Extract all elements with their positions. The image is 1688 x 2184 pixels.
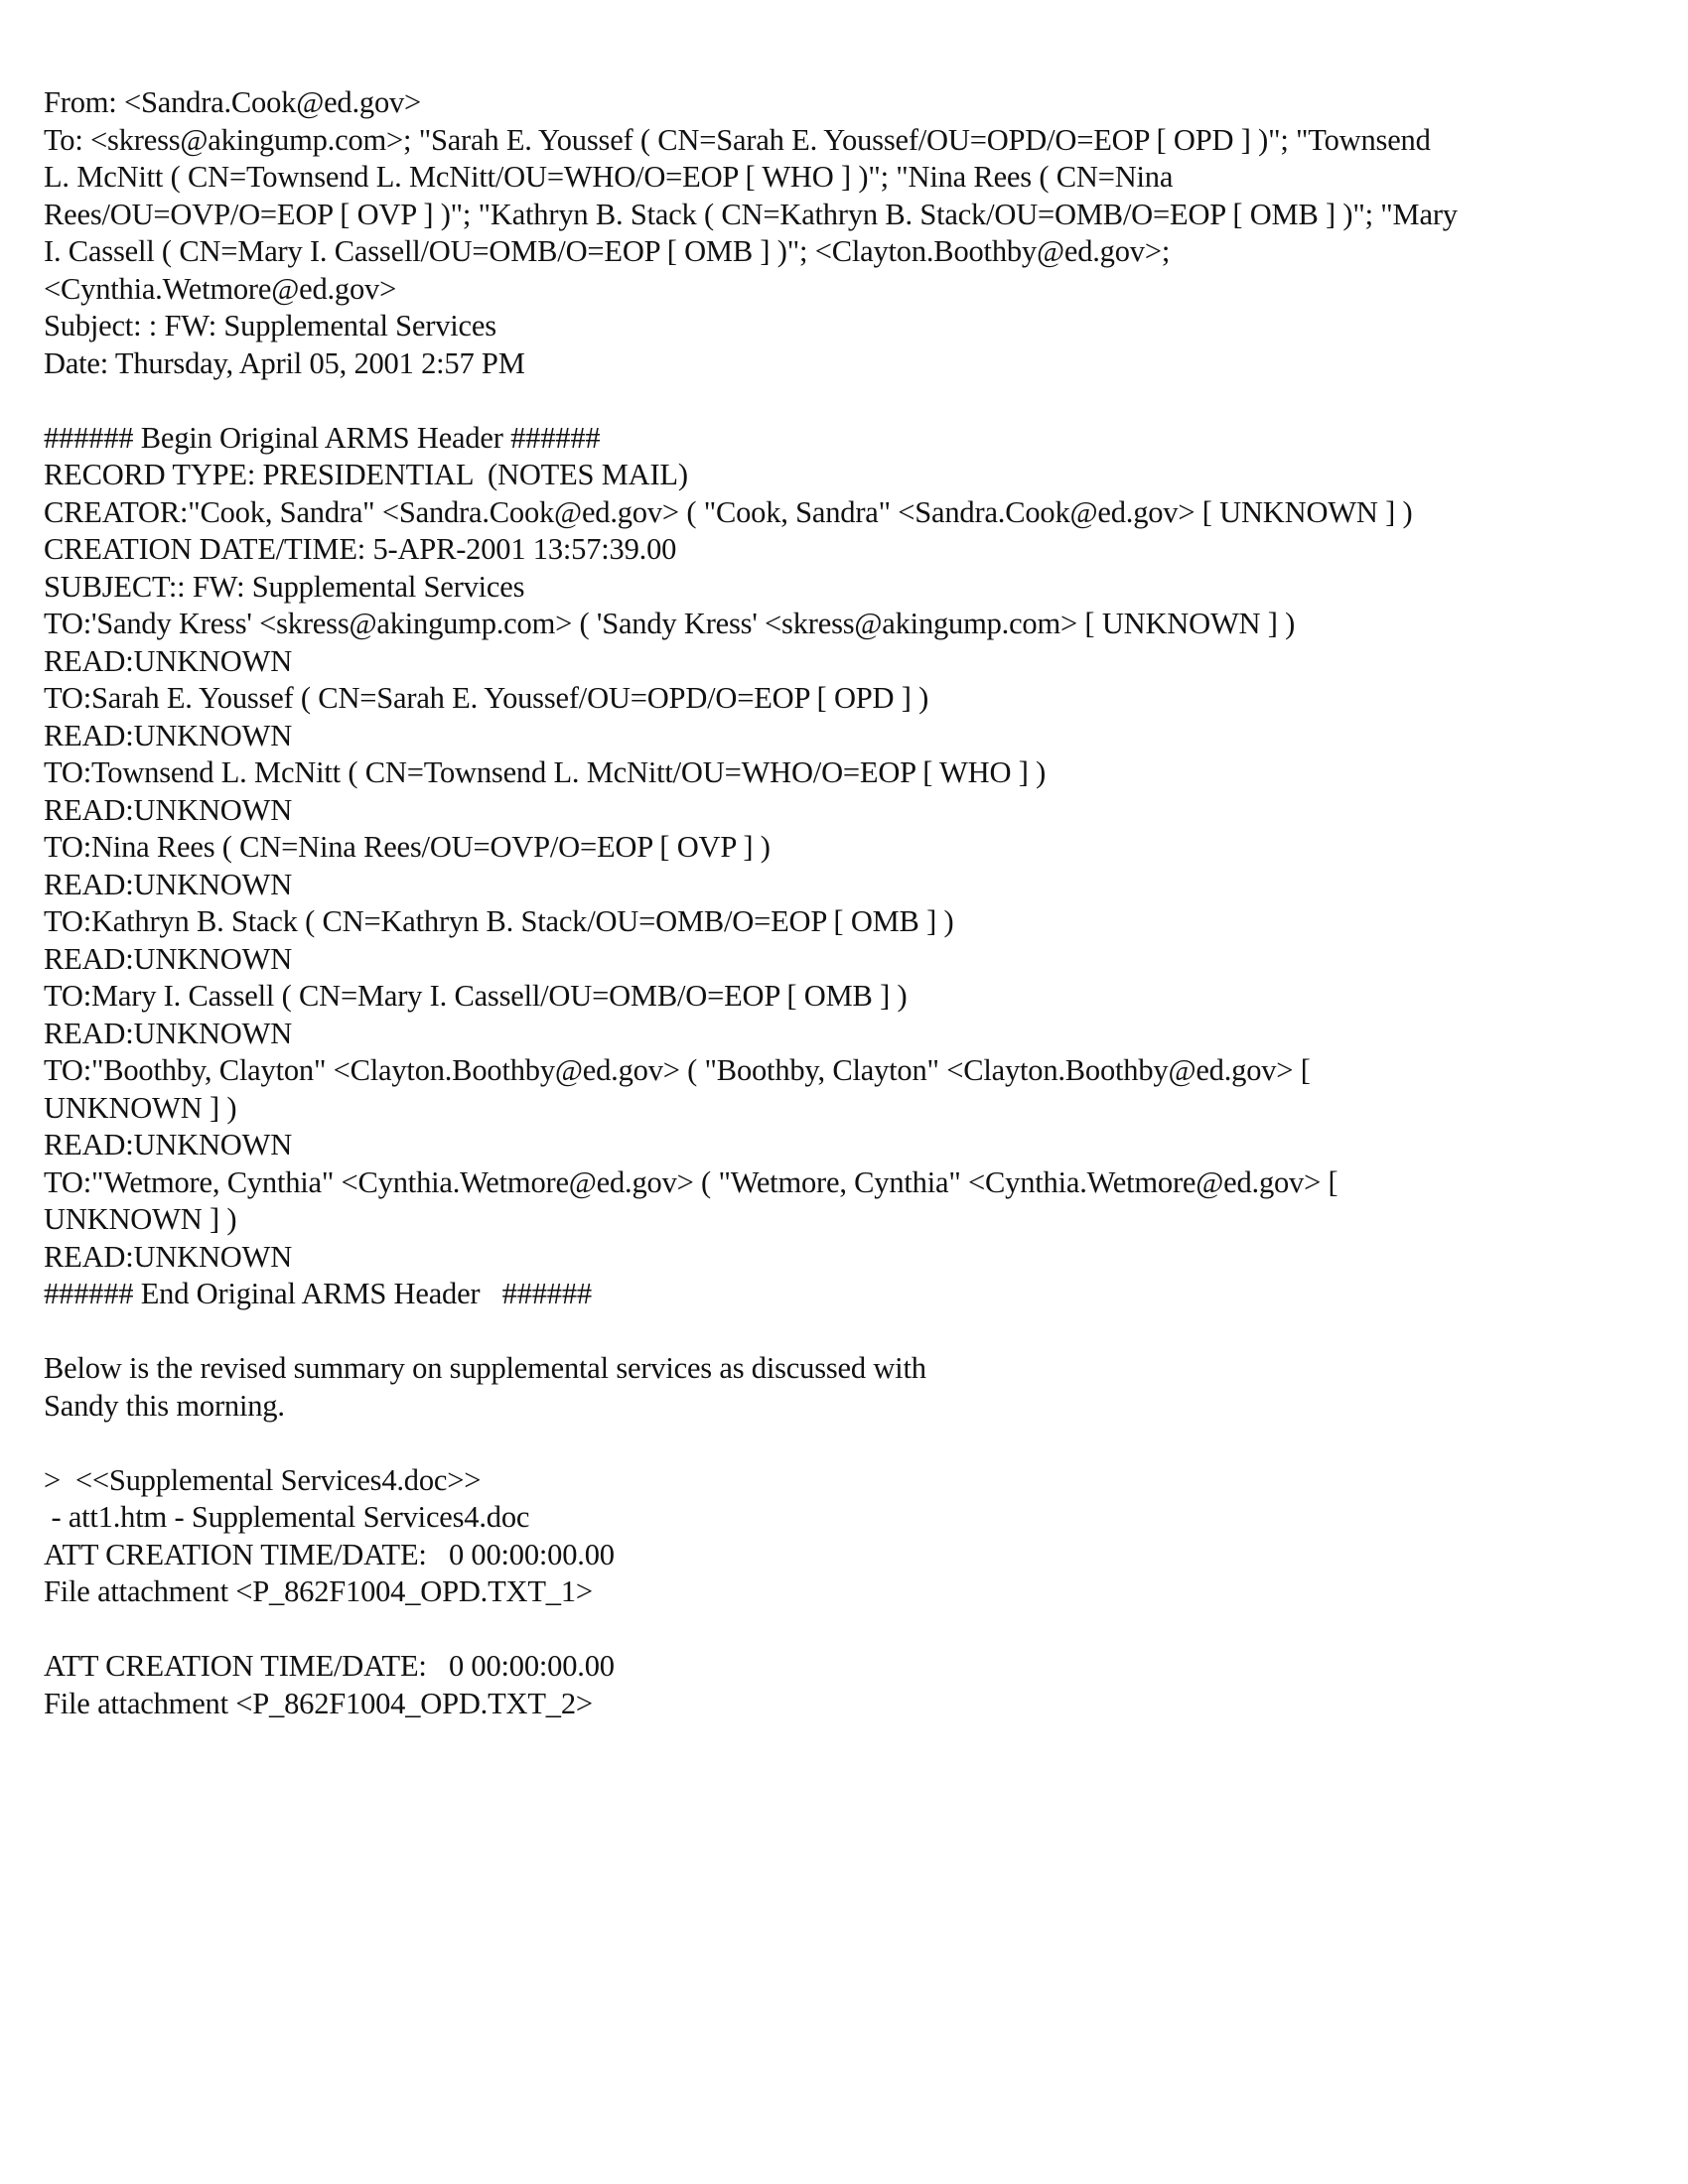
recipient-line: TO:Nina Rees ( CN=Nina Rees/OU=OVP/O=EOP [ OVP ] ): [44, 830, 771, 864]
from-line: From: <Sandra.Cook@ed.gov>: [44, 85, 422, 119]
creator: CREATOR:"Cook, Sandra" <Sandra.Cook@ed.gov> ( "Cook, Sandra" <Sandra.Cook@ed.gov> [ UNKNOWN ] ): [44, 494, 1413, 529]
date-line: Date: Thursday, April 05, 2001 2:57 PM: [44, 345, 525, 380]
to-line-2: L. McNitt ( CN=Townsend L. McNitt/OU=WHO/O=EOP [ WHO ] )"; "Nina Rees ( CN=Nina: [44, 160, 1174, 194]
attachment-reference: > <<Supplemental Services4.doc>>: [44, 1462, 482, 1497]
arms-header: [44, 420, 1652, 1313]
spacer: [44, 1611, 1652, 1649]
to-line-3: Rees/OU=OVP/O=EOP [ OVP ] )"; "Kathryn B. Stack ( CN=Kathryn B. Stack/OU=OMB/O=EOP [ OMB ] )"; "Mary: [44, 197, 1458, 231]
recipient-line: TO:"Wetmore, Cynthia" <Cynthia.Wetmore@ed.gov> ( "Wetmore, Cynthia" <Cynthia.Wetmore@ed.gov> [: [44, 1164, 1338, 1199]
body-line: Sandy this morning.: [44, 1388, 285, 1423]
recipient-line-continued: UNKNOWN ] ): [44, 1090, 237, 1125]
attachment-creation-time: ATT CREATION TIME/DATE: 0 00:00:00.00: [44, 1649, 615, 1683]
attachment-block-2: [44, 1648, 1652, 1722]
read-status: READ:UNKNOWN: [44, 718, 293, 752]
recipient-line-continued: UNKNOWN ] ): [44, 1202, 237, 1236]
subject-line: Subject: : FW: Supplemental Services: [44, 309, 496, 342]
to-line-5: <Cynthia.Wetmore@ed.gov>: [44, 271, 397, 306]
recipient-line: TO:"Boothby, Clayton" <Clayton.Boothby@ed.gov> ( "Boothby, Clayton" <Clayton.Boothby@ed.gov> [: [44, 1053, 1311, 1087]
recipient-line: TO:'Sandy Kress' <skress@akingump.com> ( 'Sandy Kress' <skress@akingump.com> [ UNKNOWN ] ): [44, 607, 1296, 640]
attachment-block-1: [44, 1462, 1652, 1611]
arms-subject: SUBJECT:: FW: Supplemental Services: [44, 569, 525, 604]
recipient-line: TO:Kathryn B. Stack ( CN=Kathryn B. Stack/OU=OMB/O=EOP [ OMB ] ): [44, 904, 954, 938]
arms-end: ###### End Original ARMS Header ######: [44, 1277, 592, 1310]
recipient-line: TO:Sarah E. Youssef ( CN=Sarah E. Youssef/OU=OPD/O=EOP [ OPD ] ): [44, 681, 929, 715]
spacer: [44, 382, 1652, 420]
file-attachment-id: File attachment <P_862F1004_OPD.TXT_2>: [44, 1686, 593, 1720]
record-type: RECORD TYPE: PRESIDENTIAL (NOTES MAIL): [44, 458, 688, 491]
creation-date-time: CREATION DATE/TIME: 5-APR-2001 13:57:39.00: [44, 532, 677, 566]
attachment-file: - att1.htm - Supplemental Services4.doc: [44, 1500, 530, 1534]
read-status: READ:UNKNOWN: [44, 1016, 293, 1050]
spacer: [44, 1425, 1652, 1462]
read-status: READ:UNKNOWN: [44, 1239, 293, 1274]
recipient-line: TO:Townsend L. McNitt ( CN=Townsend L. McNitt/OU=WHO/O=EOP [ WHO ] ): [44, 755, 1047, 789]
read-status: READ:UNKNOWN: [44, 792, 293, 827]
file-attachment-id: File attachment <P_862F1004_OPD.TXT_1>: [44, 1574, 593, 1608]
read-status: READ:UNKNOWN: [44, 1128, 293, 1161]
read-status: READ:UNKNOWN: [44, 867, 293, 901]
recipient-line: TO:Mary I. Cassell ( CN=Mary I. Cassell/OU=OMB/O=EOP [ OMB ] ): [44, 979, 908, 1013]
body-line: Below is the revised summary on supplemental services as discussed with: [44, 1351, 926, 1385]
read-status: READ:UNKNOWN: [44, 941, 293, 976]
spacer: [44, 1313, 1652, 1351]
to-line-1: To: <skress@akingump.com>; "Sarah E. Youssef ( CN=Sarah E. Youssef/OU=OPD/O=EOP [ OPD ] )"; "Townsend: [44, 122, 1431, 157]
to-line-4: I. Cassell ( CN=Mary I. Cassell/OU=OMB/O=EOP [ OMB ] )"; <Clayton.Boothby@ed.gov>;: [44, 234, 1171, 268]
message-body: [44, 1350, 1652, 1425]
email-document: [44, 84, 1652, 1722]
attachment-creation-time: ATT CREATION TIME/DATE: 0 00:00:00.00: [44, 1537, 615, 1571]
arms-begin: ###### Begin Original ARMS Header ######: [44, 420, 601, 455]
email-header: [44, 84, 1652, 382]
read-status: READ:UNKNOWN: [44, 643, 293, 678]
